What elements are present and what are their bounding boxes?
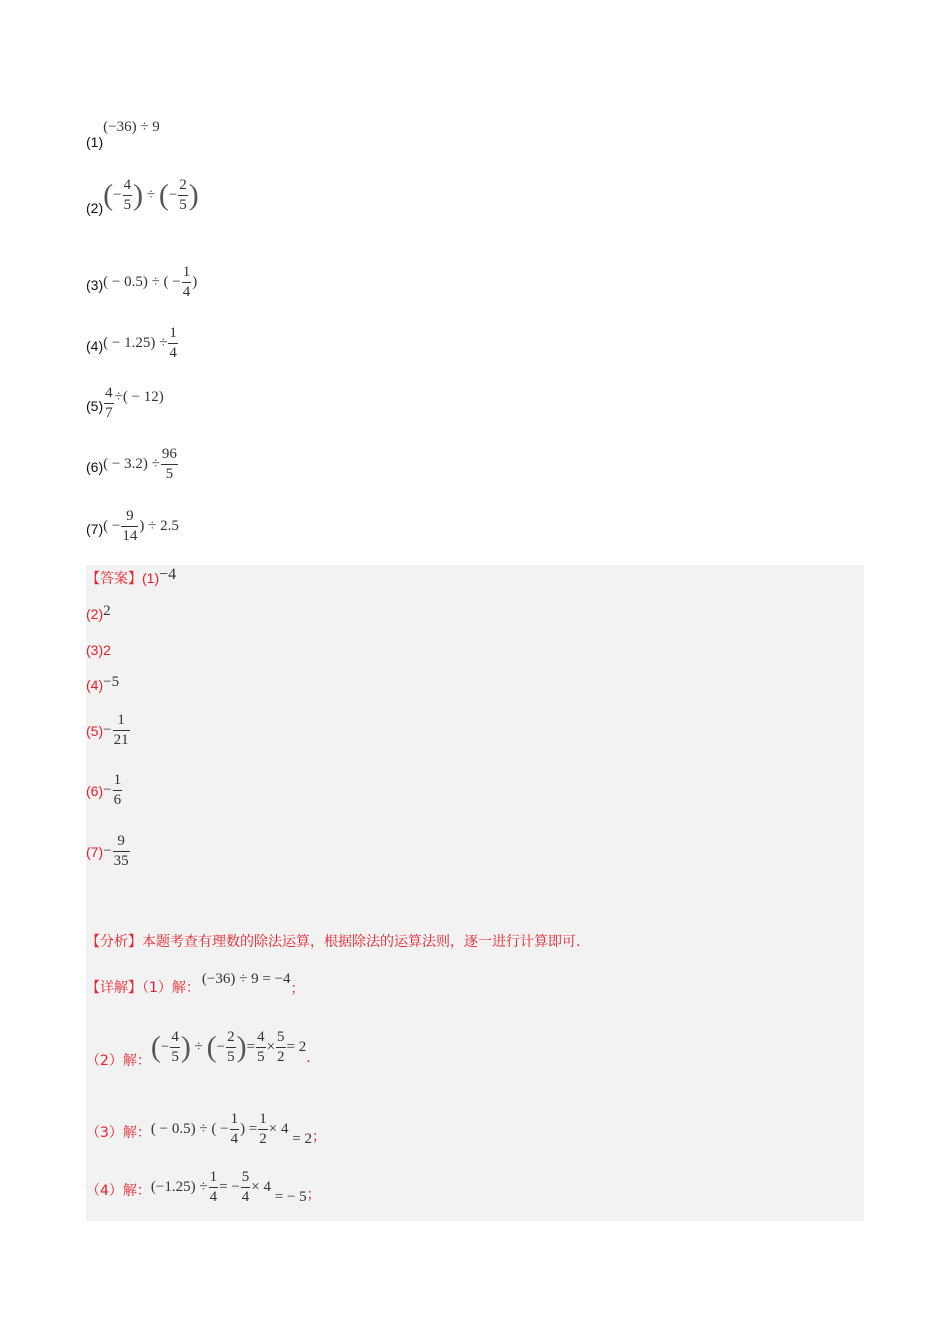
answer-1 (86, 568, 176, 588)
detail-end: ； (306, 1187, 321, 1204)
answer-value: − $\frac{1}{6}$ (103, 772, 122, 808)
answer-5 (86, 711, 131, 750)
answer-value: − $\frac{1}{21}$ (103, 712, 129, 748)
question-label: (4) (86, 338, 104, 355)
question-label: (5) (86, 398, 104, 415)
question-label: (1) (86, 134, 104, 150)
math-expression: (− $\frac{4}{5}$ ) ÷ (− $\frac{2}{5}$ ) (103, 177, 199, 213)
answer-label: (4) (86, 677, 104, 693)
math-expression: (−36) ÷ 9 = −4 (201, 971, 291, 987)
math-expression: ( − 0.5) ÷ ( − $\frac{1}{4}$ ) = $\frac{1}{2}$ × 4 = 2 (150, 1111, 312, 1147)
detail-label: （3）解： (86, 1125, 151, 1142)
answer-value: − $\frac{9}{35}$ (103, 833, 129, 869)
answer-label: (2) (86, 606, 104, 622)
question-2 (86, 176, 199, 215)
answer-7 (86, 832, 131, 871)
answer-label: (1) (142, 570, 160, 586)
analysis-text: 本题考查有理数的除法运算，根据除法的运算法则，逐一进行计算即可. (142, 934, 581, 950)
question-1 (86, 116, 160, 150)
math-expression: ( − 0.5) ÷ ( − $\frac{1}{4}$ ) (103, 264, 198, 300)
question-6 (86, 445, 179, 484)
math-expression: $\frac{4}{7}$ ÷( − 12) (105, 385, 164, 421)
detail-end: . (306, 1050, 311, 1067)
answer-2 (86, 604, 111, 624)
question-3 (86, 263, 197, 302)
math-expression: (−1.25) ÷ $\frac{1}{4}$ = − $\frac{5}{4}$ × 4 = − 5 (150, 1169, 307, 1205)
math-expression: (− $\frac{4}{5}$ ) ÷ (− $\frac{2}{5}$ )= $\frac{4}{5}$ × $\frac{5}{2}$ = 2 (150, 1029, 307, 1065)
question-5 (86, 384, 164, 423)
answer-value: 2 (103, 603, 111, 619)
answer-heading: 【答案】 (86, 571, 142, 587)
detail-1 (86, 968, 305, 997)
answer-label: (7) (86, 844, 104, 861)
question-label: (6) (86, 459, 104, 476)
detail-end: ； (311, 1129, 326, 1146)
answer-6 (86, 771, 123, 810)
question-4 (86, 324, 179, 363)
question-label: (3) (86, 277, 104, 294)
detail-heading: 【详解】 (86, 980, 142, 996)
detail-2 (86, 1028, 311, 1070)
detail-label: （4）解： (86, 1183, 151, 1200)
analysis (86, 931, 580, 951)
detail-label: （2）解： (86, 1053, 151, 1070)
answer-value: 2 (103, 642, 111, 658)
answer-label: (6) (86, 783, 104, 800)
analysis-heading: 【分析】 (86, 934, 142, 950)
math-expression: ( − 3.2) ÷ $\frac{96}{5}$ (103, 446, 177, 482)
question-7 (86, 507, 179, 546)
detail-end: ； (290, 981, 305, 997)
math-expression: ( − 1.25) ÷ $\frac{1}{4}$ (103, 325, 177, 361)
question-label: (2) (86, 199, 104, 216)
detail-label: （1）解： (142, 980, 200, 996)
math-expression: (−36) ÷ 9 (103, 119, 160, 135)
question-label: (7) (86, 521, 104, 538)
answer-4 (86, 675, 119, 695)
answer-label: (5) (86, 723, 104, 740)
answer-value: −5 (103, 674, 120, 690)
detail-4 (86, 1168, 321, 1207)
math-expression: ( − $\frac{9}{14}$ ) ÷ 2.5 (103, 508, 179, 544)
answer-3 (86, 640, 111, 659)
detail-3 (86, 1110, 326, 1149)
answer-value: −4 (159, 566, 177, 583)
answer-label: (3) (86, 642, 104, 658)
